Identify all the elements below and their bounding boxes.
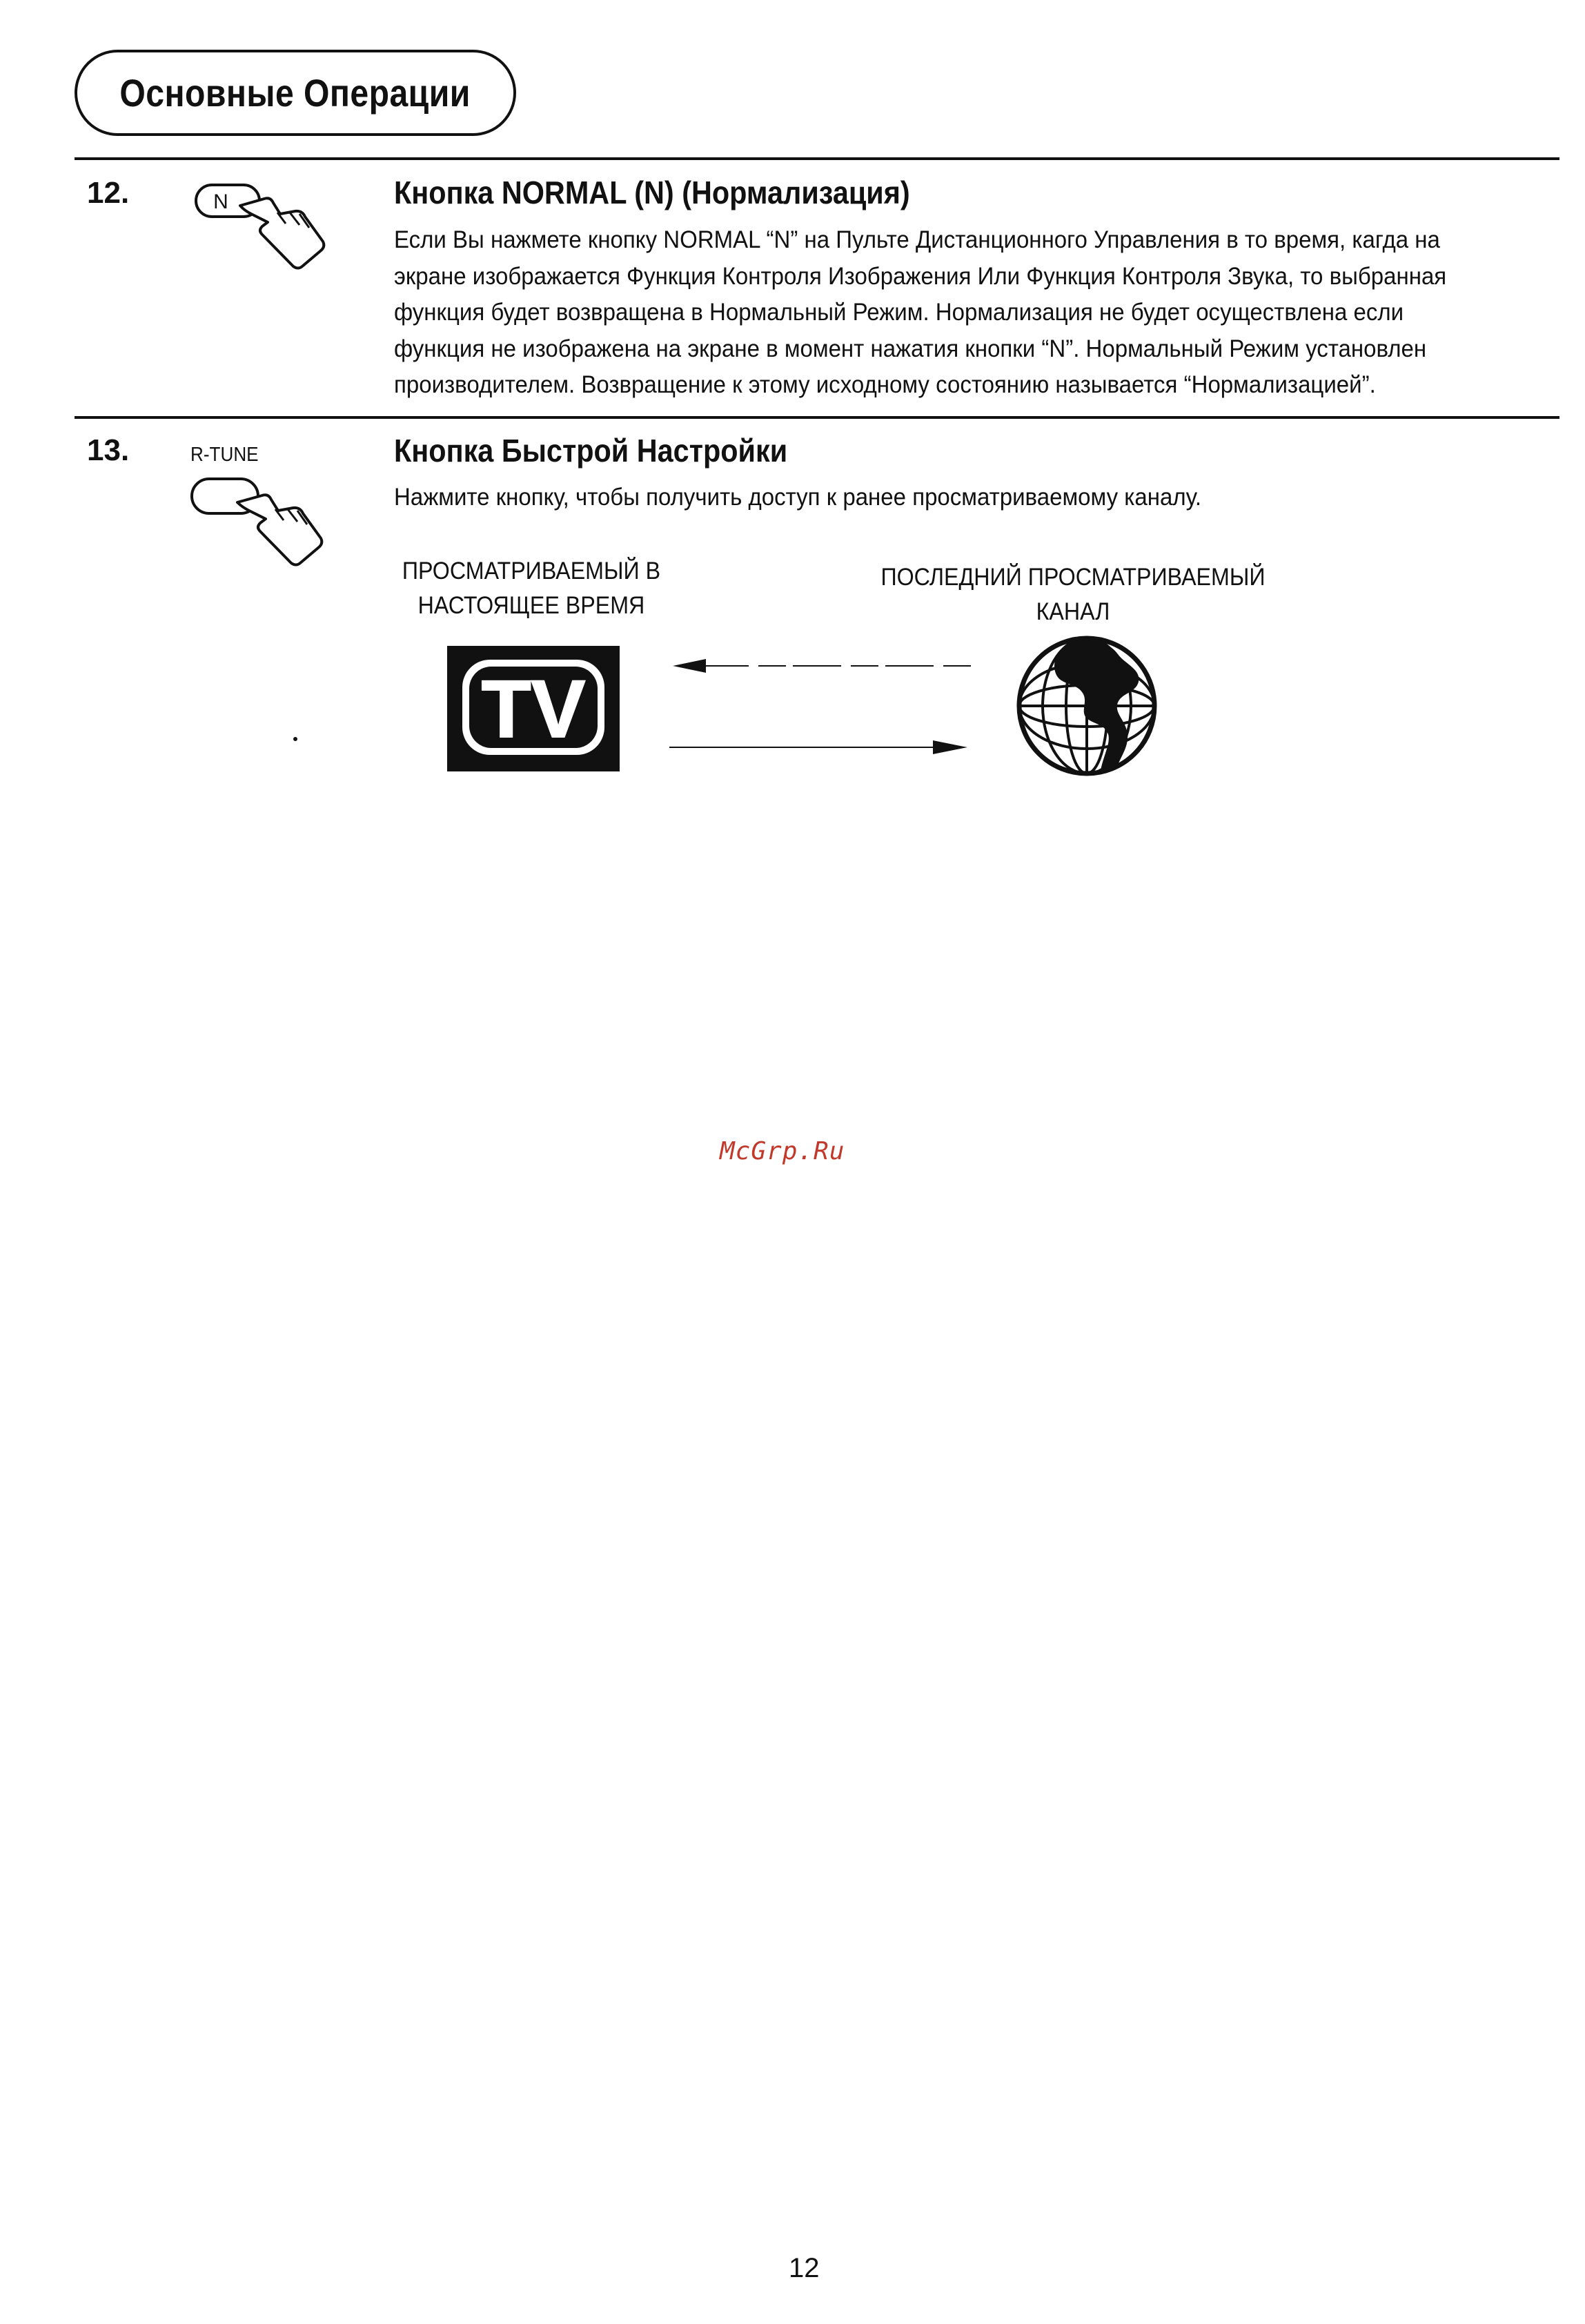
caption-current-channel (386, 554, 676, 623)
section-header (75, 50, 516, 136)
text-line: Нажмите кнопку, чтобы получить доступ к ранее просматриваемому каналу. (394, 483, 1202, 511)
watermark: McGrp.Ru (720, 1137, 845, 1165)
section-text-rtune (394, 479, 1560, 515)
item-number-12: 12. (87, 176, 130, 210)
rtune-button-label: R-TUNE (190, 444, 259, 466)
item-number-13: 13. (87, 433, 130, 467)
divider-middle (75, 416, 1559, 419)
globe-icon (1014, 633, 1159, 778)
text-line: функция будет возвращена в Нормальный Режим. Нормализация не будет осуществлена если (394, 298, 1404, 326)
arrow-right-icon (669, 737, 967, 758)
section-header-title: Основные Операции (119, 71, 471, 115)
text-line: производителем. Возвращение к этому исходному состоянию называется “Нормализацией”. (394, 371, 1376, 398)
section-text-normal (394, 221, 1560, 403)
caption-line: НАСТОЯЩЕЕ ВРЕМЯ (417, 592, 645, 619)
tv-icon-text: TV (481, 664, 586, 755)
normal-button-label: N (213, 190, 228, 213)
normal-button-hand-icon (192, 178, 337, 271)
caption-line: ПРОСМАТРИВАЕМЫЙ В (402, 558, 661, 584)
text-line: Если Вы нажмете кнопку NORMAL “N” на Пульте Дистанционного Управления в то время, кагда на (394, 226, 1440, 253)
text-line: экране изображается Функция Контроля Изображения Или Функция Контроля Звука, то выбранная (394, 262, 1447, 290)
rtune-button-hand-icon (188, 475, 333, 571)
stray-dot (293, 737, 297, 741)
caption-last-channel (859, 560, 1287, 629)
caption-line: КАНАЛ (1036, 598, 1110, 625)
section-title-rtune: Кнопка Быстрой Настройки (394, 433, 788, 469)
section-title-normal: Кнопка NORMAL (N) (Нормализация) (394, 175, 910, 210)
divider-top (75, 157, 1559, 160)
page-number: 12 (789, 2253, 820, 2283)
text-line: функция не изображена на экране в момент нажатия кнопки “N”. Нормальный Режим установлен (394, 334, 1427, 362)
arrow-left-icon (673, 656, 976, 676)
caption-line: ПОСЛЕДНИЙ ПРОСМАТРИВАЕМЫЙ (880, 564, 1266, 591)
tv-icon (447, 646, 620, 771)
